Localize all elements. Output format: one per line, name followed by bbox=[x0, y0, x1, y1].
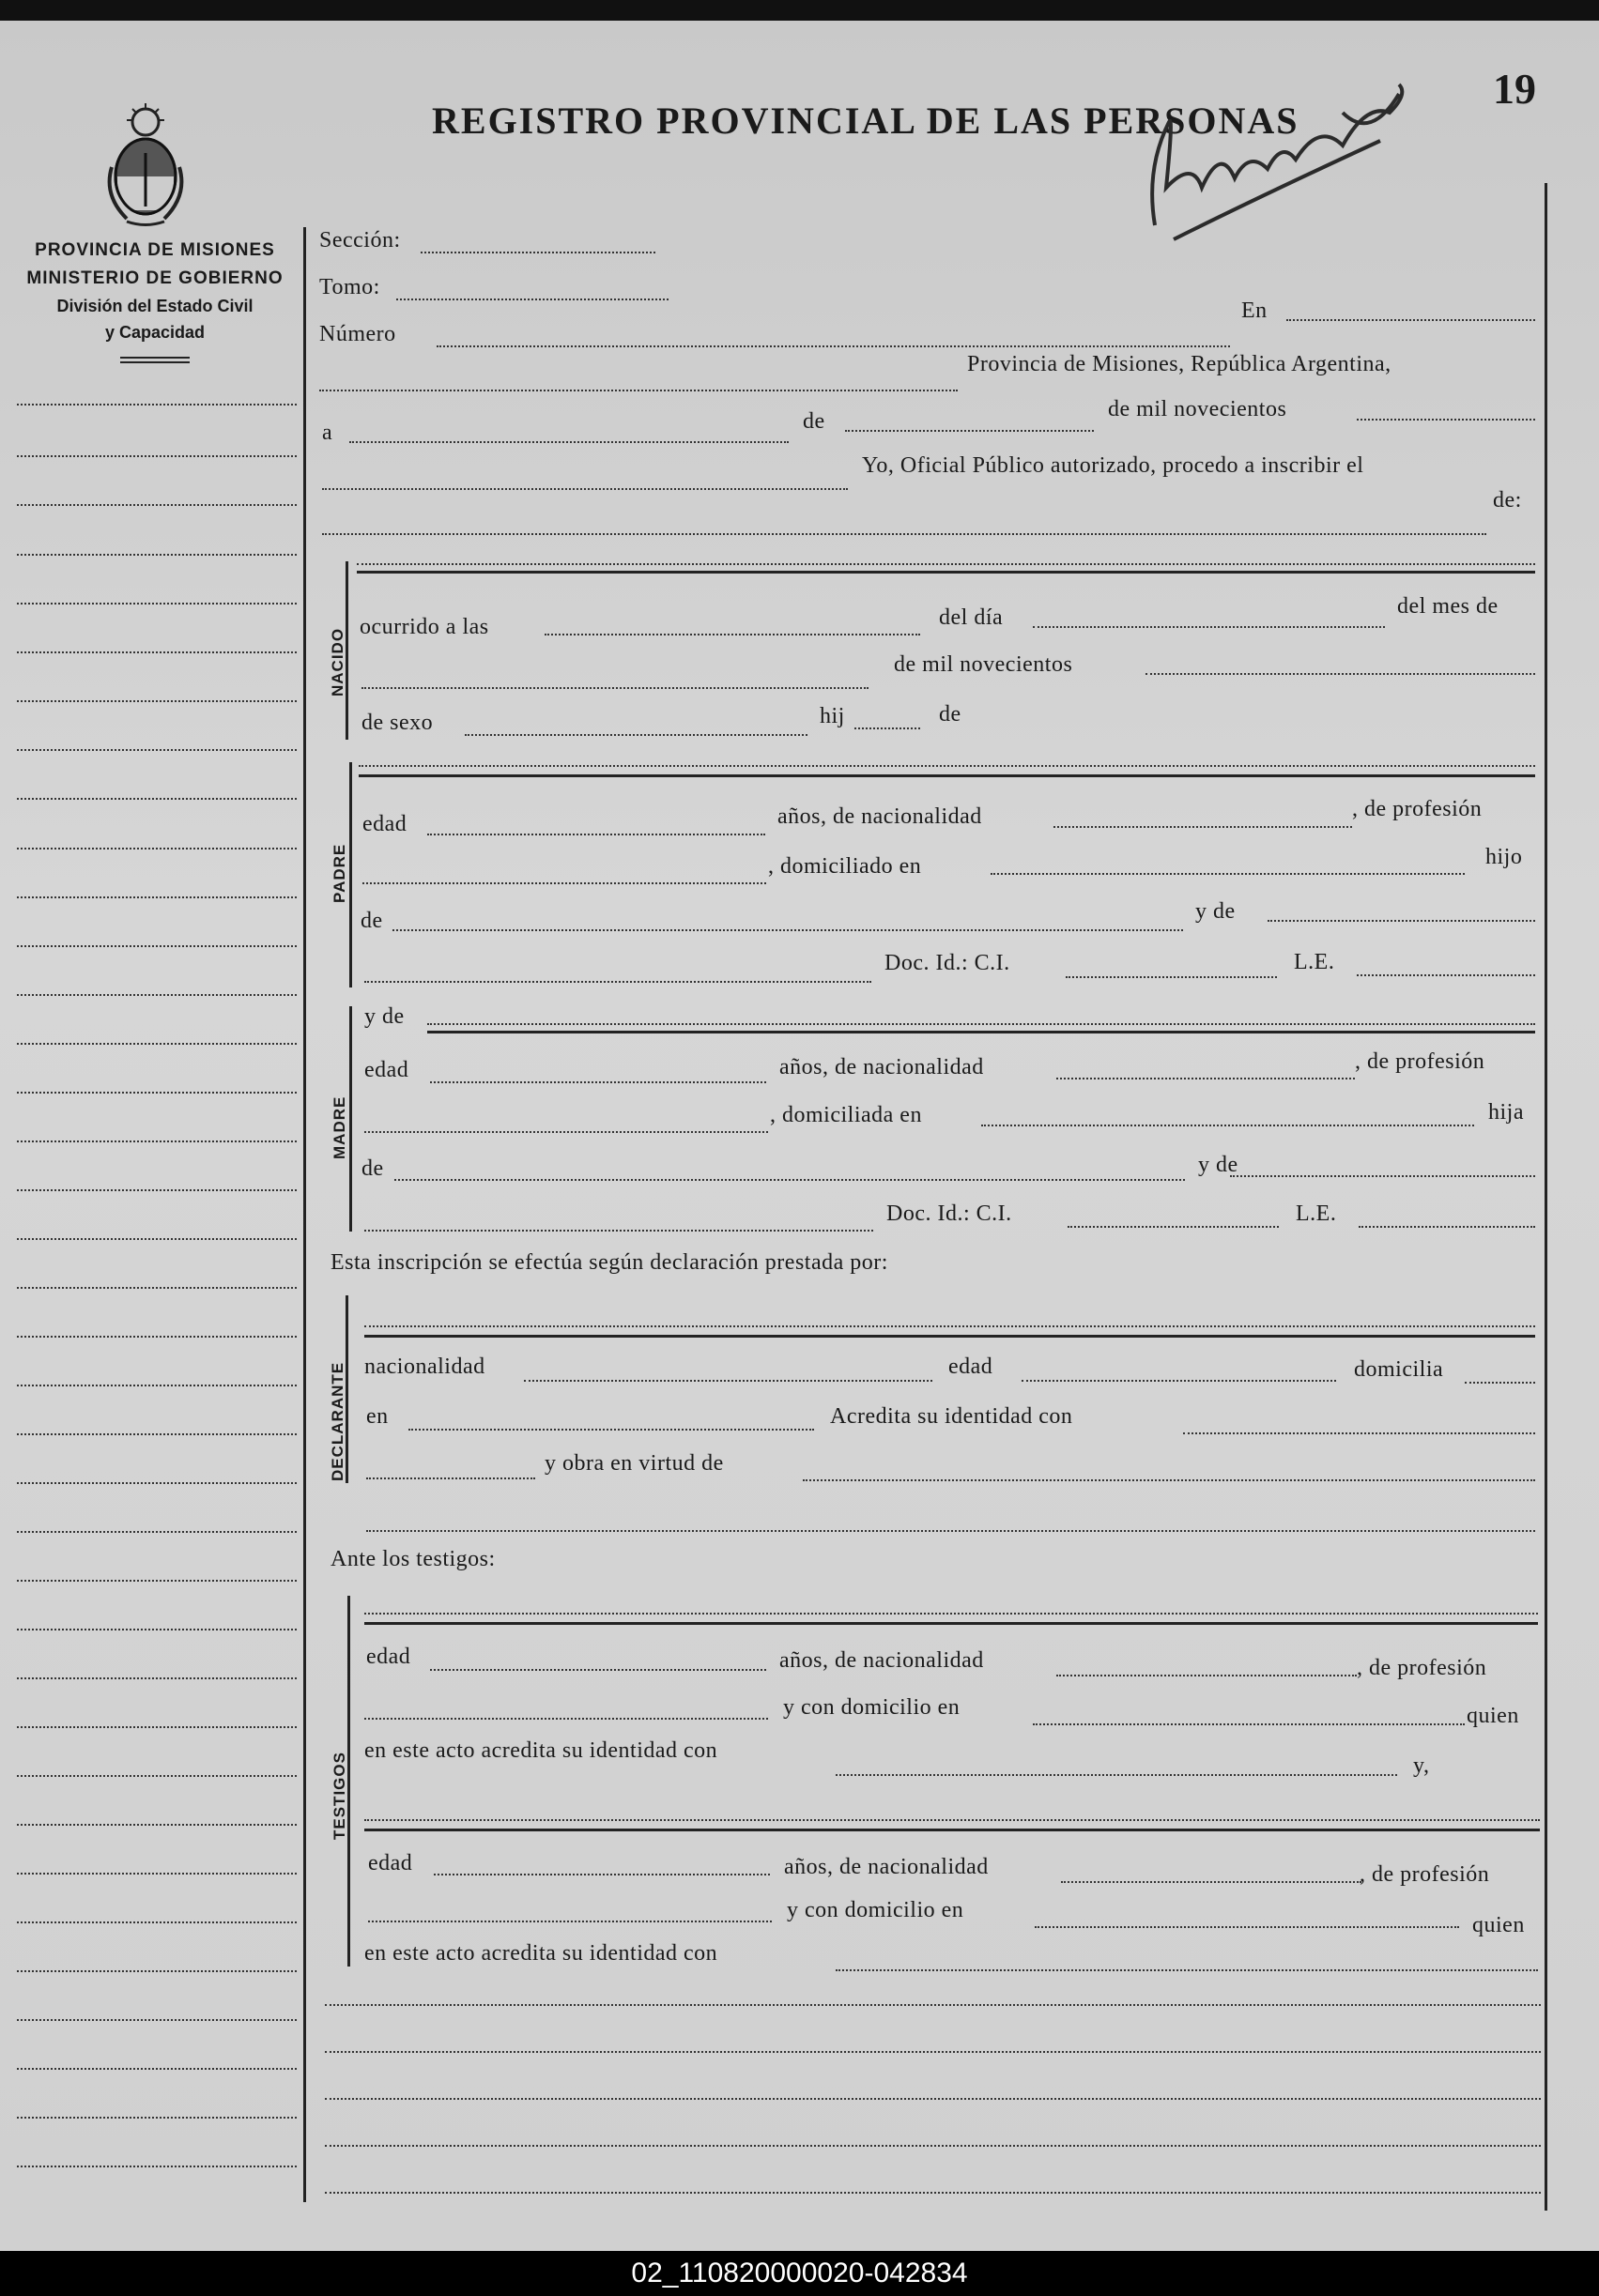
margin-line bbox=[17, 1092, 297, 1094]
del-dia-label: del día bbox=[939, 605, 1004, 630]
a-label: a bbox=[322, 421, 333, 445]
testigo1-profesion-field[interactable] bbox=[364, 1718, 768, 1720]
declarante-nacionalidad-label: nacionalidad bbox=[364, 1355, 485, 1379]
margin-line bbox=[17, 1921, 297, 1923]
seccion-field[interactable] bbox=[421, 252, 655, 253]
ocurrido-label: ocurrido a las bbox=[360, 615, 489, 639]
margin-line bbox=[17, 2166, 297, 2167]
hij-label: hij bbox=[820, 704, 845, 728]
madre-doc-label: Doc. Id.: C.I. bbox=[886, 1202, 1012, 1226]
margin-line bbox=[17, 945, 297, 947]
nacido-year-field[interactable] bbox=[1145, 673, 1535, 675]
madre-name-field[interactable] bbox=[427, 1023, 1535, 1025]
madre-domicilio-field[interactable] bbox=[981, 1125, 1474, 1126]
margin-line bbox=[17, 1189, 297, 1191]
testigo1-domicilio-field[interactable] bbox=[1033, 1723, 1465, 1725]
testigo1-name-field[interactable] bbox=[364, 1613, 1538, 1615]
notes-line[interactable] bbox=[325, 2004, 1541, 2006]
testigo1-edad-label: edad bbox=[366, 1645, 411, 1669]
signature bbox=[1117, 56, 1437, 253]
padre-doc-label: Doc. Id.: C.I. bbox=[884, 951, 1010, 975]
margin-line bbox=[17, 2068, 297, 2070]
testigo1-anos-label: años, de nacionalidad bbox=[779, 1648, 984, 1673]
sexo-label: de sexo bbox=[361, 711, 434, 735]
declarante-domicilia-field[interactable] bbox=[1465, 1382, 1535, 1384]
madre-de-label: de bbox=[361, 1156, 384, 1181]
declarante-name-field[interactable] bbox=[364, 1325, 1535, 1327]
testigo1-separator bbox=[364, 1622, 1538, 1625]
margin-line bbox=[17, 603, 297, 605]
testigos-intro: Ante los testigos: bbox=[331, 1547, 496, 1571]
margin-line bbox=[17, 455, 297, 457]
testigo2-anos-label: años, de nacionalidad bbox=[784, 1855, 989, 1879]
madre-le-field[interactable] bbox=[1359, 1226, 1535, 1228]
padre-padre-field[interactable] bbox=[392, 929, 1183, 931]
declarante-acredita-label: Acredita su identidad con bbox=[830, 1404, 1073, 1429]
declarante-domicilia-label: domicilia bbox=[1354, 1357, 1444, 1382]
declarante-en-field[interactable] bbox=[408, 1429, 814, 1431]
testigo1-domicilio-label: y con domicilio en bbox=[783, 1695, 961, 1720]
notes-line[interactable] bbox=[325, 2192, 1541, 2194]
right-border bbox=[1545, 183, 1547, 2211]
margin-line bbox=[17, 2117, 297, 2119]
madre-profesion-label: , de profesión bbox=[1355, 1049, 1485, 1074]
margin-line bbox=[17, 404, 297, 406]
margin-line bbox=[17, 1385, 297, 1386]
margin-line bbox=[17, 700, 297, 702]
padre-domicilio-field[interactable] bbox=[991, 873, 1465, 875]
testigo2-acredita-label: en este acto acredita su identidad con bbox=[364, 1941, 718, 1966]
padre-edad-label: edad bbox=[362, 812, 407, 836]
de-label: de bbox=[803, 409, 825, 434]
mil-novecientos-label: de mil novecientos bbox=[1108, 397, 1287, 421]
margin-line bbox=[17, 1433, 297, 1435]
authority-underline-2 bbox=[120, 361, 190, 363]
de-colon-label: de: bbox=[1493, 488, 1522, 513]
padre-ci-field[interactable] bbox=[1066, 976, 1277, 978]
seccion-label: Sección: bbox=[319, 228, 401, 253]
padre-separator bbox=[359, 774, 1535, 777]
declarante-edad-label: edad bbox=[948, 1355, 993, 1379]
margin-line bbox=[17, 651, 297, 653]
dia-field[interactable] bbox=[1033, 626, 1385, 628]
madre-y-de-label: y de bbox=[364, 1004, 405, 1029]
margin-line bbox=[17, 848, 297, 850]
margin-line bbox=[17, 1238, 297, 1240]
authority-division: División del Estado Civil bbox=[56, 297, 254, 315]
madre-extra-field[interactable] bbox=[364, 1230, 873, 1232]
margin-line bbox=[17, 1824, 297, 1826]
provincia-text: Provincia de Misiones, República Argentina, bbox=[967, 352, 1391, 376]
madre-side-label: MADRE bbox=[331, 1095, 348, 1159]
madre-y-de2-label: y de bbox=[1198, 1153, 1238, 1177]
testigo2-edad-label: edad bbox=[368, 1851, 413, 1875]
issuing-authority bbox=[9, 237, 300, 345]
testigo1-y-label: y, bbox=[1413, 1753, 1430, 1778]
place-field[interactable] bbox=[319, 390, 958, 391]
nacido-de-label: de bbox=[939, 702, 961, 727]
padre-de-label: de bbox=[361, 909, 383, 933]
declarante-side-label: DECLARANTE bbox=[329, 1361, 346, 1481]
padre-bracket bbox=[349, 762, 352, 987]
declarante-nacionalidad-field[interactable] bbox=[524, 1380, 932, 1382]
madre-le-label: L.E. bbox=[1296, 1202, 1337, 1226]
nacido-separator bbox=[357, 571, 1535, 574]
nacido-name-field[interactable] bbox=[357, 563, 1535, 565]
padre-domiciliado-label: , domiciliado en bbox=[768, 854, 922, 879]
scan-footer-id: 02_110820000020-042834 bbox=[0, 2251, 1599, 2296]
declaracion-text: Esta inscripción se efectúa según declaración prestada por: bbox=[331, 1250, 888, 1275]
tomo-label: Tomo: bbox=[319, 275, 380, 299]
authority-underline bbox=[120, 357, 190, 359]
margin-line bbox=[17, 1580, 297, 1582]
margin-line bbox=[17, 1482, 297, 1484]
padre-nacionalidad-field[interactable] bbox=[1053, 826, 1352, 828]
page-title: REGISTRO PROVINCIAL DE LAS PERSONAS bbox=[432, 99, 1299, 142]
hij-field[interactable] bbox=[854, 727, 920, 729]
nacido-mil-label: de mil novecientos bbox=[894, 652, 1073, 677]
margin-line bbox=[17, 1043, 297, 1045]
padre-profesion-label: , de profesión bbox=[1352, 797, 1483, 821]
coat-of-arms-icon bbox=[99, 101, 192, 228]
tomo-field[interactable] bbox=[396, 298, 669, 300]
day-field[interactable] bbox=[349, 441, 789, 443]
madre-profesion-field[interactable] bbox=[364, 1131, 768, 1133]
del-mes-label: del mes de bbox=[1397, 594, 1499, 619]
madre-bracket bbox=[349, 1006, 352, 1232]
declarante-obra-pre-field[interactable] bbox=[366, 1477, 535, 1479]
testigo1-edad-field[interactable] bbox=[430, 1669, 766, 1671]
oficial-text: Yo, Oficial Público autorizado, procedo a inscribir el bbox=[862, 453, 1364, 478]
madre-ci-field[interactable] bbox=[1068, 1226, 1279, 1228]
oficial-field[interactable] bbox=[322, 488, 848, 490]
margin-line bbox=[17, 749, 297, 751]
testigo2-nacionalidad-field[interactable] bbox=[1061, 1881, 1361, 1883]
mes-field[interactable] bbox=[361, 687, 869, 689]
testigo2-separator bbox=[364, 1829, 1540, 1831]
madre-hija-label: hija bbox=[1488, 1100, 1524, 1125]
madre-padre-field[interactable] bbox=[394, 1179, 1185, 1181]
padre-hijo-label: hijo bbox=[1485, 845, 1523, 869]
margin-line bbox=[17, 798, 297, 800]
declarante-obra-field[interactable] bbox=[803, 1479, 1535, 1481]
scan-top-border bbox=[0, 0, 1599, 21]
madre-nacionalidad-field[interactable] bbox=[1056, 1078, 1355, 1079]
testigo2-edad-field[interactable] bbox=[434, 1874, 770, 1875]
padre-profesion-field[interactable] bbox=[362, 882, 766, 884]
testigo2-acredita-field[interactable] bbox=[836, 1969, 1538, 1971]
inscribir-field[interactable] bbox=[322, 533, 1486, 535]
testigo2-profesion-label: , de profesión bbox=[1360, 1862, 1490, 1887]
notes-line[interactable] bbox=[325, 2145, 1541, 2147]
margin-line bbox=[17, 1287, 297, 1289]
madre-edad-field[interactable] bbox=[430, 1081, 766, 1083]
margin-line bbox=[17, 554, 297, 556]
numero-label: Número bbox=[319, 322, 396, 346]
nacido-side-label: NACIDO bbox=[329, 627, 346, 696]
declarante-edad-field[interactable] bbox=[1022, 1380, 1336, 1382]
margin-line bbox=[17, 994, 297, 996]
testigo2-quien-label: quien bbox=[1472, 1913, 1525, 1937]
declarante-acredita-field[interactable] bbox=[1183, 1432, 1535, 1434]
margin-line bbox=[17, 1140, 297, 1142]
declarante-en-label: en bbox=[366, 1404, 389, 1429]
margin-divider bbox=[303, 227, 306, 2202]
month-field[interactable] bbox=[845, 430, 1094, 432]
madre-domiciliada-label: , domiciliada en bbox=[770, 1103, 922, 1127]
hora-field[interactable] bbox=[545, 634, 920, 635]
padre-edad-field[interactable] bbox=[427, 834, 765, 835]
margin-line bbox=[17, 1873, 297, 1875]
margin-line bbox=[17, 1629, 297, 1630]
testigo1-acredita-label: en este acto acredita su identidad con bbox=[364, 1738, 718, 1763]
authority-province: PROVINCIA DE MISIONES bbox=[35, 240, 275, 260]
padre-anos-label: años, de nacionalidad bbox=[777, 804, 982, 829]
margin-line bbox=[17, 1970, 297, 1972]
margin-line bbox=[17, 504, 297, 506]
testigo1-acredita-field[interactable] bbox=[836, 1774, 1397, 1776]
testigo2-profesion-field[interactable] bbox=[368, 1921, 772, 1922]
margin-line bbox=[17, 896, 297, 898]
year-field[interactable] bbox=[1357, 419, 1535, 421]
en-label: En bbox=[1241, 298, 1268, 323]
margin-line bbox=[17, 2019, 297, 2021]
authority-ministry: MINISTERIO DE GOBIERNO bbox=[26, 268, 284, 288]
numero-field[interactable] bbox=[437, 345, 1230, 347]
padre-side-label: PADRE bbox=[331, 843, 348, 903]
margin-line bbox=[17, 1531, 297, 1533]
padre-le-field[interactable] bbox=[1357, 974, 1535, 976]
madre-separator bbox=[427, 1031, 1535, 1033]
margin-line bbox=[17, 1726, 297, 1728]
testigos-side-label: TESTIGOS bbox=[331, 1752, 348, 1840]
folio-number: 19 bbox=[1493, 65, 1536, 113]
padre-le-label: L.E. bbox=[1294, 950, 1335, 974]
padre-extra-field[interactable] bbox=[364, 981, 871, 983]
padre-madre-field[interactable] bbox=[1268, 920, 1535, 922]
sexo-field[interactable] bbox=[465, 734, 807, 736]
notes-line[interactable] bbox=[325, 2098, 1541, 2100]
madre-edad-label: edad bbox=[364, 1058, 409, 1082]
padre-name-field[interactable] bbox=[359, 765, 1535, 767]
margin-line bbox=[17, 1677, 297, 1679]
madre-anos-label: años, de nacionalidad bbox=[779, 1055, 984, 1079]
notes-line[interactable] bbox=[325, 2051, 1541, 2053]
declarante-separator bbox=[364, 1335, 1535, 1338]
madre-madre-field[interactable] bbox=[1230, 1175, 1535, 1177]
testigo2-domicilio-label: y con domicilio en bbox=[787, 1898, 964, 1922]
testigo2-name-field[interactable] bbox=[364, 1819, 1540, 1821]
testigo1-profesion-label: , de profesión bbox=[1357, 1656, 1487, 1680]
declarante-obra-label: y obra en virtud de bbox=[545, 1451, 724, 1476]
margin-line bbox=[17, 1775, 297, 1777]
declarante-extra-field[interactable] bbox=[366, 1530, 1535, 1532]
authority-capacity: y Capacidad bbox=[104, 323, 206, 342]
en-field[interactable] bbox=[1286, 319, 1535, 321]
testigo1-quien-label: quien bbox=[1467, 1704, 1519, 1728]
testigo2-domicilio-field[interactable] bbox=[1035, 1926, 1459, 1928]
padre-y-de-label: y de bbox=[1195, 899, 1236, 924]
testigo1-nacionalidad-field[interactable] bbox=[1056, 1675, 1357, 1676]
margin-line bbox=[17, 1336, 297, 1338]
